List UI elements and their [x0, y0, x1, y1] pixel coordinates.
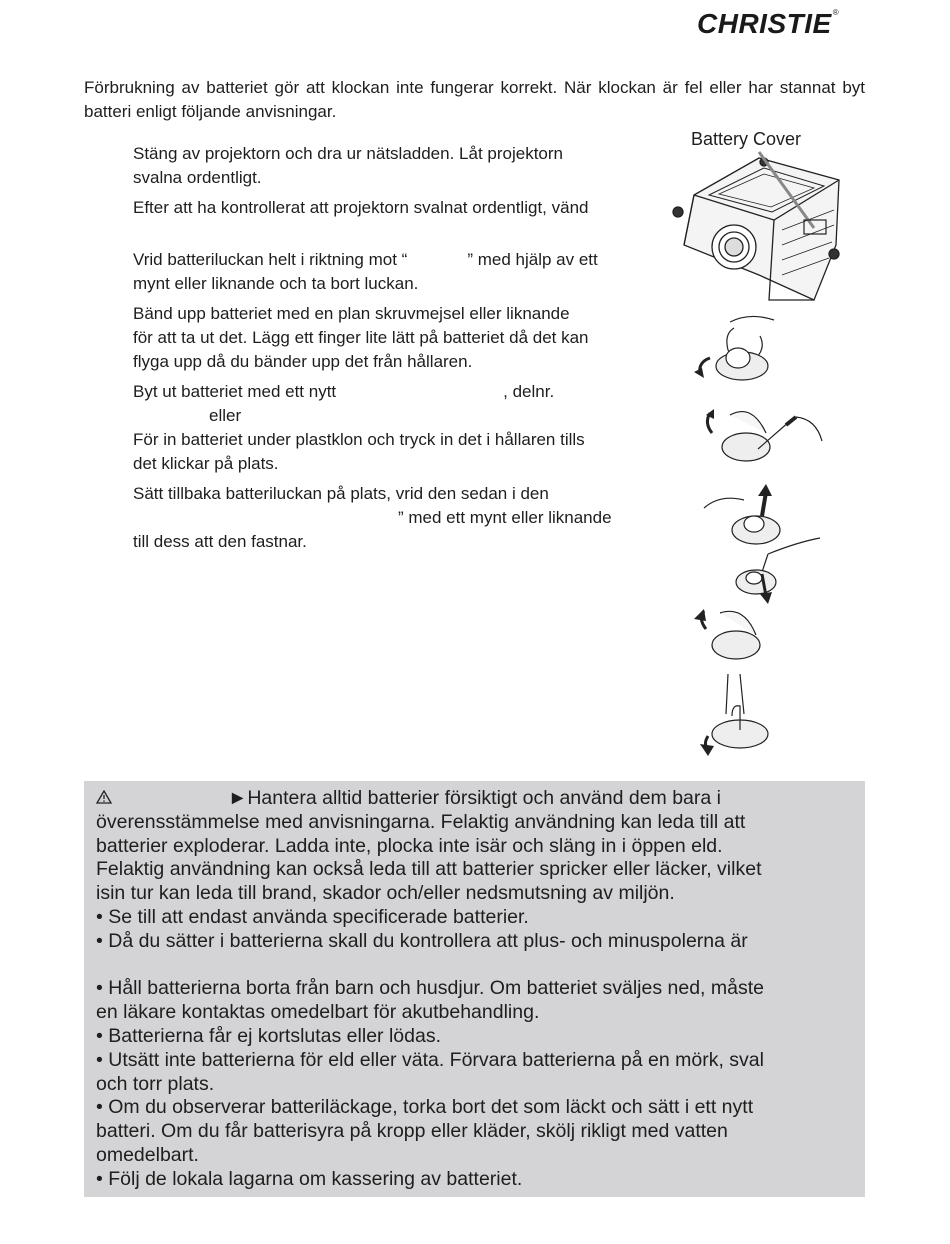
turn-cover-illustration [692, 670, 782, 766]
step-7-line-3: till dess att den fastnar. [133, 532, 307, 551]
caution-bullet: • Då du sätter i batterierna skall du kontrollera att plus- och minuspolerna är [96, 929, 748, 952]
projector-illustration [664, 150, 850, 306]
caution-line: batteri. Om du får batterisyra på kropp eller kläder, skölj rikligt med vatten [96, 1120, 728, 1143]
step-6-line-2: det klickar på plats. [133, 454, 279, 473]
caution-line: batterier exploderar. Ladda inte, plocka inte isär och släng in i öppen eld. [96, 834, 723, 857]
replace-cover-illustration [690, 605, 770, 665]
step-4-line-3: flyga upp då du bänder upp det från hållaren. [133, 352, 473, 371]
step-1-line-1: Stäng av projektorn och dra ur nätsladden. Låt projektorn [133, 144, 563, 163]
step-5-line-2: eller [209, 406, 242, 425]
warning-triangle-icon [96, 787, 228, 811]
caution-bullet: • Batterierna får ej kortslutas eller lödas. [96, 1024, 441, 1047]
caution-bullet: • Se till att endast använda specificerade batterier. [96, 905, 529, 928]
step-6-line-1: För in batteriet under plastklon och tryck in det i hållaren tills [133, 430, 585, 449]
step-1-line-2: svalna ordentligt. [133, 168, 262, 187]
caution-line: omedelbart. [96, 1143, 199, 1166]
caution-bullet: • Håll batterierna borta från barn och husdjur. Om batteriet sväljes ned, måste [96, 977, 764, 1000]
caution-line: en läkare kontaktas omedelbart för akutbehandling. [96, 1001, 540, 1024]
step-5-text-a: Byt ut batteriet med ett nytt [133, 382, 337, 401]
press-battery-illustration [728, 536, 824, 606]
step-3-text-a: Vrid batteriluckan helt i riktning mot “ [133, 250, 408, 269]
pry-battery-illustration [696, 405, 826, 475]
step-7-line-1: Sätt tillbaka batteriluckan på plats, vrid den sedan i den [133, 484, 549, 503]
caution-arrow: ► [228, 787, 248, 809]
step-2-line-1: Efter att ha kontrollerat att projektorn svalnat ordentligt, vänd [133, 198, 589, 217]
christie-logo: CHRISTIE® [697, 8, 840, 39]
caution-bullet: • Om du observerar batteriläckage, torka bort det som läckt och sätt i ett nytt [96, 1096, 754, 1119]
caution-bullet: • Utsätt inte batterierna för eld eller väta. Förvara batterierna på en mörk, sval [96, 1048, 764, 1071]
step-5-line-1 [133, 380, 554, 404]
caution-lead-text: Hantera alltid batterier försiktigt och använd dem bara i [247, 787, 721, 809]
step-3-text-b: ” med hjälp av ett [467, 250, 598, 269]
step-5-text-b: , delnr. [503, 382, 555, 401]
step-4-line-1: Bänd upp batteriet med en plan skruvmejsel eller liknande [133, 304, 570, 323]
intro-paragraph: Förbrukning av batteriet gör att klockan inte fungerar korrekt. När klockan är fel eller har stannat byt batteri enligt följande anvisningar. [84, 78, 865, 121]
step-7-line-2: ” med ett mynt eller liknande [398, 508, 612, 527]
caution-bullet: • Följ de lokala lagarna om kassering av batteriet. [96, 1167, 523, 1190]
caution-line: överensstämmelse med anvisningarna. Felaktig användning kan leda till att [96, 810, 746, 833]
step-3-line-1 [133, 248, 598, 272]
caution-box [84, 781, 865, 1197]
caution-spacer [96, 954, 853, 978]
caution-line: och torr plats. [96, 1072, 215, 1095]
battery-cover-label: Battery Cover [691, 129, 802, 149]
caution-lead-line [96, 787, 853, 811]
caution-line: Felaktig användning kan också leda till att batterier spricker eller läcker, vilket [96, 858, 762, 881]
remove-cover-illustration [690, 312, 780, 392]
step-3-line-2: mynt eller liknande och ta bort luckan. [133, 274, 419, 293]
caution-line: isin tur kan leda till brand, skador och/eller nedsmutsning av miljön. [96, 882, 675, 905]
step-4-line-2: för att ta ut det. Lägg ett finger lite lätt på batteriet då det kan [133, 328, 589, 347]
